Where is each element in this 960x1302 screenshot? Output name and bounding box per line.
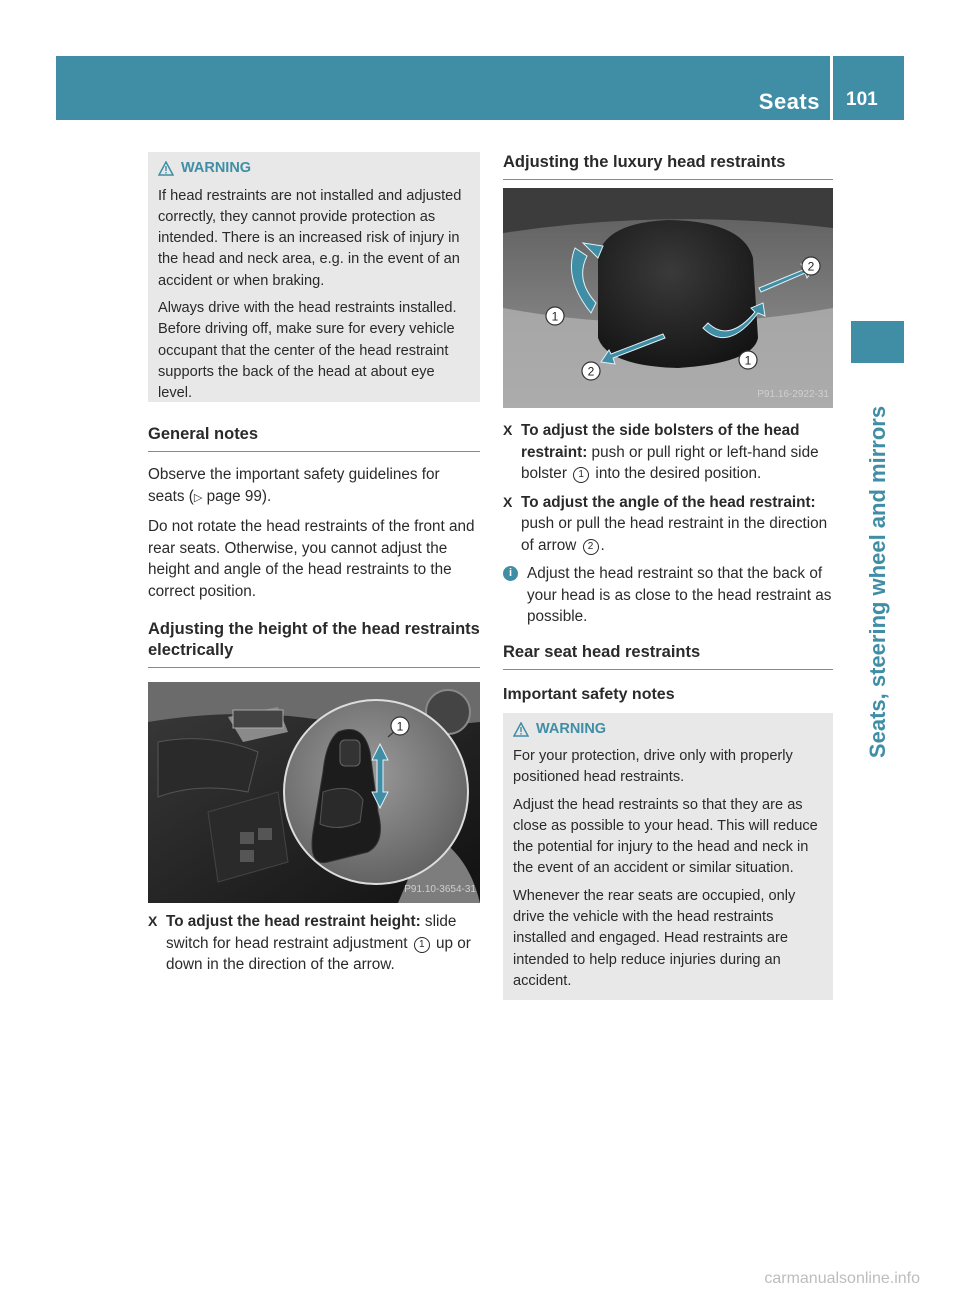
step-marker: X — [148, 913, 158, 929]
text-run: Observe the important safety guidelines for seats ( — [148, 466, 440, 505]
header-section-title: Seats — [758, 89, 820, 114]
general-notes-heading: General notes — [148, 424, 480, 452]
callout-1b: 1 — [744, 353, 752, 368]
step-bold: To adjust the side bolsters of the head restraint: — [521, 422, 800, 461]
warning-text-1: If head restraints are not installed and adjusted correctly, they cannot provide protection as intended. There is an increased risk of injury in the head and neck area, e.g. in the event of an accident or when braking. — [158, 187, 462, 289]
side-tab-text: Seats, steering wheel and mirrors — [865, 405, 890, 759]
text-run: slide switch for head restraint adjustment — [166, 913, 457, 952]
callout-1: 1 — [396, 719, 404, 734]
step-text — [166, 911, 480, 976]
figure-code: P91.10-3654-31 — [404, 883, 476, 895]
luxury-headrest-illustration — [503, 188, 833, 408]
step-adjust-height — [148, 911, 480, 976]
footer-watermark: carmanualsonline.info — [764, 1270, 920, 1287]
figure-luxury-headrest — [503, 188, 833, 408]
figure-door-switch — [148, 682, 480, 903]
step-angle — [503, 492, 833, 557]
text-run: . — [600, 536, 605, 554]
right-column — [503, 152, 833, 1000]
step-bold: To adjust the angle of the head restraint: — [521, 493, 816, 511]
warning-text-1: For your protection, drive only with properly positioned head restraints. — [513, 748, 793, 786]
callout-2a: 2 — [807, 259, 815, 274]
step-bold: To adjust the head restraint height: — [166, 913, 421, 930]
step-text — [521, 420, 833, 485]
text-run: push or pull the head restraint in the direction of arrow — [521, 515, 828, 554]
callout-1a: 1 — [551, 309, 559, 324]
figure-code: P91.16-2922-31 — [757, 388, 829, 400]
general-notes-text-1 — [148, 464, 480, 509]
step-marker: X — [503, 493, 513, 510]
callout-ref: 1 — [573, 467, 589, 483]
warning-title: WARNING — [536, 720, 607, 737]
side-tab-marker — [851, 321, 904, 363]
callout-ref: 1 — [414, 937, 430, 953]
info-note — [503, 563, 833, 628]
warning-text-3: Whenever the rear seats are occupied, only drive the vehicle with the head restraints installed and engaged. Head restraints are intended to help reduce injuries during an accident. — [513, 887, 796, 989]
left-column — [148, 152, 480, 983]
text-run: into the desired position. — [591, 465, 762, 482]
warning-title: WARNING — [181, 160, 252, 176]
info-note-text: Adjust the head restraint so that the back of your head is as close to the head restraint as possible. — [527, 565, 832, 625]
warning-header — [158, 158, 472, 180]
warning-text-2: Always drive with the head restraints installed. Before driving off, make sure for every vehicle occupant that the center of the head restraint supports the back of the head at about eye level. — [158, 299, 457, 402]
step-marker: X — [503, 422, 513, 438]
step-side-bolsters — [503, 420, 833, 485]
safety-notes-subheading: Important safety notes — [503, 685, 675, 703]
warning-triangle-icon — [158, 161, 174, 176]
warning-triangle-icon — [513, 722, 529, 737]
callout-2b: 2 — [587, 364, 595, 379]
warning-header — [513, 719, 825, 741]
header-separator — [830, 56, 833, 120]
door-switch-illustration — [148, 682, 480, 903]
rear-seat-heading: Rear seat head restraints — [503, 642, 833, 670]
page-ref-icon: ▷ — [193, 491, 203, 504]
text-run: push or pull right or left-hand side bolster — [521, 443, 819, 482]
step-text — [521, 492, 833, 557]
info-icon: i — [503, 566, 518, 581]
page-ref-link[interactable]: page 99). — [202, 487, 272, 505]
callout-ref: 2 — [583, 539, 599, 555]
warning-box — [148, 152, 480, 402]
warning-text-2: Adjust the head restraints so that they are as close as possible to your head. This will reduce the potential for injury to the head and neck in the event of an accident or similar situation. — [513, 796, 818, 877]
page-number: 101 — [846, 89, 878, 110]
text-run: up or down in the direction of the arrow. — [166, 934, 471, 973]
rear-warning-box — [503, 713, 833, 1001]
general-notes-text-2: Do not rotate the head restraints of the front and rear seats. Otherwise, you cannot adjust the height and angle of the head restraints to the correct position. — [148, 518, 475, 600]
electric-heading: Adjusting the height of the head restraints electrically — [148, 619, 480, 668]
luxury-heading: Adjusting the luxury head restraints — [503, 152, 833, 180]
